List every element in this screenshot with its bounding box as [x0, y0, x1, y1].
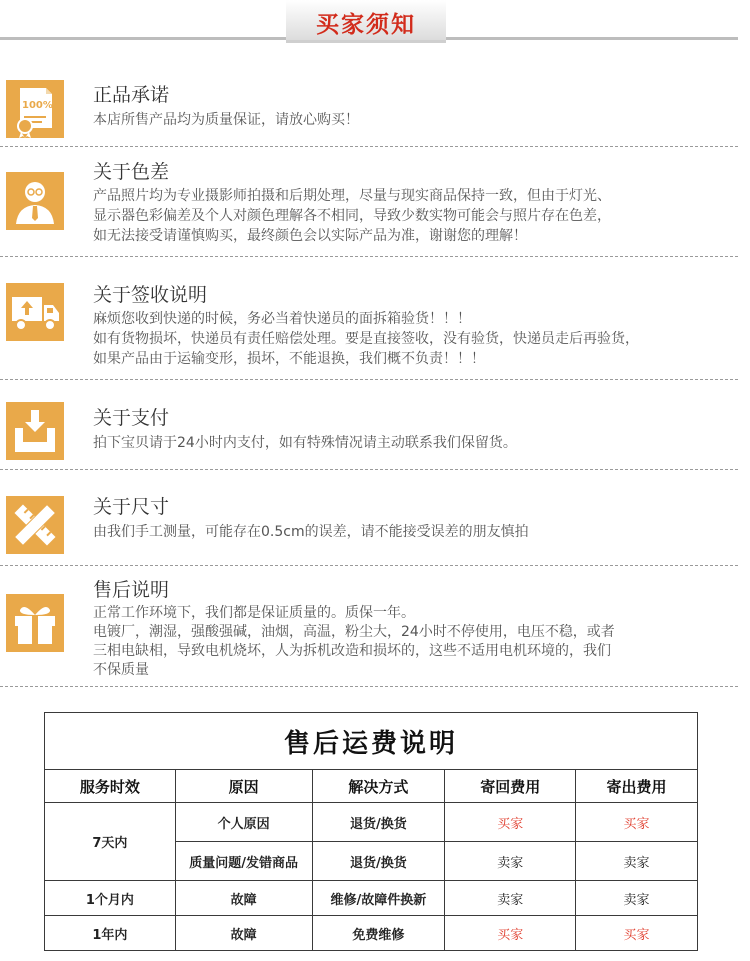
- section-line: 如有货物损坏，快递员有责任赔偿处理。要是直接签收，没有验货，快递员走后再验货，: [93, 331, 639, 347]
- cell-solution: 退货/换货: [312, 842, 445, 881]
- section-line: 拍下宝贝请于24小时内支付，如有特殊情况请主动联系我们保留货。: [93, 435, 517, 451]
- cell-solution: 退货/换货: [312, 803, 445, 842]
- cell-reason: 个人原因: [175, 803, 312, 842]
- header-solution: 解决方式: [312, 770, 445, 803]
- ruler-cross-icon: [6, 496, 64, 554]
- section-divider: [0, 469, 738, 470]
- section-title-color: 关于色差: [93, 161, 170, 183]
- section-title-aftersale: 售后说明: [93, 579, 170, 601]
- cell-return-fee: 卖家: [445, 842, 576, 881]
- shipping-fee-table: [44, 712, 698, 951]
- page-title: 买家须知: [316, 12, 416, 38]
- table-row: [45, 881, 698, 916]
- cell-solution: 维修/故障件换新: [312, 881, 445, 916]
- cell-solution: 免费维修: [312, 916, 445, 951]
- cell-send-fee: 买家: [576, 916, 698, 951]
- guarantee-badge-text: 100%: [22, 100, 53, 111]
- section-text-payment: [93, 433, 517, 453]
- section-text-size: [93, 522, 529, 542]
- section-text-genuine: [93, 110, 359, 130]
- person-glasses-icon: [6, 172, 64, 230]
- table-row: [45, 803, 698, 842]
- header-reason: 原因: [175, 770, 312, 803]
- guarantee-certificate-icon: [6, 80, 64, 138]
- section-line: 产品照片均为专业摄影师拍摄和后期处理，尽量与现实商品保持一致，但由于灯光、: [93, 188, 611, 204]
- section-divider: [0, 565, 738, 566]
- section-title-size: 关于尺寸: [93, 496, 170, 518]
- section-line: 不保质量: [93, 662, 149, 678]
- section-line: 如无法接受请谨慎购买，最终颜色会以实际产品为准，谢谢您的理解！: [93, 228, 527, 244]
- section-line: 由我们手工测量，可能存在0.5cm的误差，请不能接受误差的朋友慎拍: [93, 524, 529, 540]
- cell-period: 1年内: [45, 916, 176, 951]
- section-title-payment: 关于支付: [93, 407, 170, 429]
- cell-reason: 故障: [175, 881, 312, 916]
- section-divider: [0, 686, 738, 687]
- cell-return-fee: 买家: [445, 916, 576, 951]
- cell-reason: 故障: [175, 916, 312, 951]
- section-divider: [0, 379, 738, 380]
- payment-tray-icon: [6, 402, 64, 460]
- cell-period: 7天内: [45, 803, 176, 881]
- table-title: 售后运费说明: [45, 713, 698, 770]
- section-line: 如果产品由于运输变形，损坏，不能退换，我们概不负责！！！: [93, 351, 485, 367]
- section-title-genuine: 正品承诺: [93, 84, 170, 106]
- table-row: [45, 916, 698, 951]
- section-line: 显示器色彩偏差及个人对颜色理解各不相同，导致少数实物可能会与照片存在色差，: [93, 208, 611, 224]
- cell-send-fee: 卖家: [576, 881, 698, 916]
- section-divider: [0, 146, 738, 147]
- section-divider: [0, 256, 738, 257]
- table-title-row: [45, 713, 698, 770]
- section-text-color: [93, 186, 611, 246]
- header-return-fee: 寄回费用: [445, 770, 576, 803]
- cell-return-fee: 买家: [445, 803, 576, 842]
- header-send-fee: 寄出费用: [576, 770, 698, 803]
- cell-return-fee: 卖家: [445, 881, 576, 916]
- section-text-aftersale: [93, 604, 615, 680]
- section-line: 电镀厂，潮湿，强酸强碱，油烟，高温，粉尘大，24小时不停使用，电压不稳，或者: [93, 624, 615, 640]
- section-line: 本店所售产品均为质量保证，请放心购买！: [93, 112, 359, 128]
- cell-period: 1个月内: [45, 881, 176, 916]
- cell-reason: 质量问题/发错商品: [175, 842, 312, 881]
- table-header-row: [45, 770, 698, 803]
- cell-send-fee: 买家: [576, 803, 698, 842]
- delivery-truck-icon: [6, 283, 64, 341]
- cell-send-fee: 卖家: [576, 842, 698, 881]
- page-header: [0, 0, 750, 44]
- section-line: 正常工作环境下，我们都是保证质量的。质保一年。: [93, 605, 415, 621]
- section-title-receipt: 关于签收说明: [93, 284, 208, 306]
- section-line: 麻烦您收到快递的时候，务必当着快递员的面拆箱验货！！！: [93, 311, 471, 327]
- header-period: 服务时效: [45, 770, 176, 803]
- gift-box-icon: [6, 594, 64, 652]
- section-line: 三相电缺相，导致电机烧坏，人为拆机改造和损坏的，这些不适用电机环境的，我们: [93, 643, 611, 659]
- section-text-receipt: [93, 309, 639, 369]
